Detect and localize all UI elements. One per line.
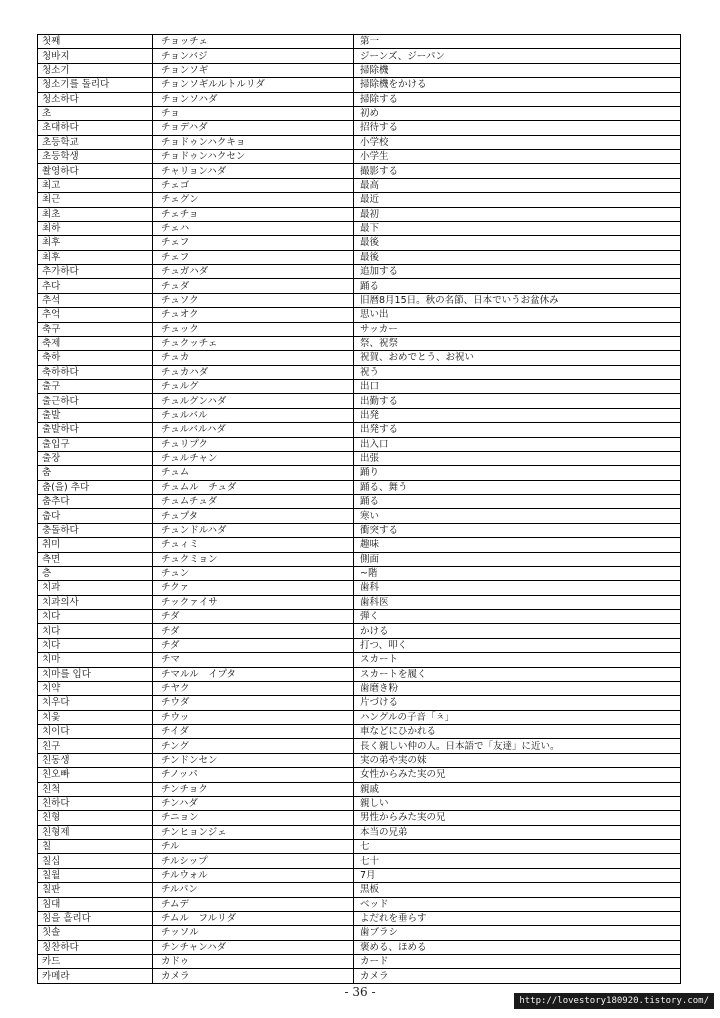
- korean-word-cell: 치마를 입다: [38, 667, 153, 681]
- japanese-meaning-cell: 出張: [354, 451, 681, 465]
- katakana-reading-cell: チムデ: [153, 897, 354, 911]
- vocab-row: [38, 63, 681, 77]
- japanese-meaning-cell: 最高: [354, 178, 681, 192]
- japanese-meaning-cell: 踊る: [354, 279, 681, 293]
- japanese-meaning-cell: 歯磨き粉: [354, 681, 681, 695]
- vocab-row: [38, 394, 681, 408]
- vocabulary-table: [37, 34, 681, 984]
- vocab-row: [38, 638, 681, 652]
- vocab-row: [38, 495, 681, 509]
- japanese-meaning-cell: 第一: [354, 35, 681, 49]
- katakana-reading-cell: チョッチェ: [153, 35, 354, 49]
- japanese-meaning-cell: 七十: [354, 854, 681, 868]
- korean-word-cell: 충돌하다: [38, 523, 153, 537]
- japanese-meaning-cell: ジーンズ、ジーパン: [354, 49, 681, 63]
- korean-word-cell: 최고: [38, 178, 153, 192]
- vocab-row: [38, 193, 681, 207]
- korean-word-cell: 최초: [38, 207, 153, 221]
- korean-word-cell: 치다: [38, 638, 153, 652]
- vocab-row: [38, 854, 681, 868]
- korean-word-cell: 초등학교: [38, 135, 153, 149]
- korean-word-cell: 친오빠: [38, 768, 153, 782]
- vocab-row: [38, 207, 681, 221]
- katakana-reading-cell: チョンソハダ: [153, 92, 354, 106]
- japanese-meaning-cell: ハングルの子音「ㅊ」: [354, 710, 681, 724]
- vocab-row: [38, 696, 681, 710]
- katakana-reading-cell: チョドゥンハクキョ: [153, 135, 354, 149]
- vocab-row: [38, 92, 681, 106]
- japanese-meaning-cell: 側面: [354, 552, 681, 566]
- korean-word-cell: 치다: [38, 610, 153, 624]
- korean-word-cell: 촬영하다: [38, 164, 153, 178]
- vocab-row: [38, 796, 681, 810]
- korean-word-cell: 축제: [38, 336, 153, 350]
- korean-word-cell: 추석: [38, 293, 153, 307]
- korean-word-cell: 춥다: [38, 509, 153, 523]
- japanese-meaning-cell: 本当の兄弟: [354, 825, 681, 839]
- katakana-reading-cell: チルウォル: [153, 868, 354, 882]
- korean-word-cell: 친형제: [38, 825, 153, 839]
- japanese-meaning-cell: 趣味: [354, 538, 681, 552]
- vocab-row: [38, 466, 681, 480]
- vocab-row: [38, 121, 681, 135]
- japanese-meaning-cell: ~階: [354, 566, 681, 580]
- katakana-reading-cell: チダ: [153, 638, 354, 652]
- katakana-reading-cell: チクァ: [153, 581, 354, 595]
- katakana-reading-cell: チウダ: [153, 696, 354, 710]
- korean-word-cell: 청바지: [38, 49, 153, 63]
- katakana-reading-cell: チダ: [153, 610, 354, 624]
- page-number: - 36 -: [344, 985, 376, 999]
- japanese-meaning-cell: スカート: [354, 653, 681, 667]
- korean-word-cell: 청소하다: [38, 92, 153, 106]
- japanese-meaning-cell: よだれを垂らす: [354, 911, 681, 925]
- vocab-row: [38, 710, 681, 724]
- blog-url-watermark[interactable]: http://lovestory180920.tistory.com/: [514, 993, 714, 1009]
- vocab-row: [38, 380, 681, 394]
- vocab-row: [38, 49, 681, 63]
- katakana-reading-cell: チュンドルハダ: [153, 523, 354, 537]
- vocab-row: [38, 523, 681, 537]
- korean-word-cell: 친동생: [38, 753, 153, 767]
- vocab-row: [38, 451, 681, 465]
- vocab-row: [38, 940, 681, 954]
- vocab-row: [38, 552, 681, 566]
- vocab-row: [38, 265, 681, 279]
- korean-word-cell: 청소기를 돌리다: [38, 78, 153, 92]
- vocab-row: [38, 811, 681, 825]
- katakana-reading-cell: チュムチュダ: [153, 495, 354, 509]
- korean-word-cell: 취미: [38, 538, 153, 552]
- japanese-meaning-cell: 撮影する: [354, 164, 681, 178]
- korean-word-cell: 칠: [38, 840, 153, 854]
- korean-word-cell: 칠월: [38, 868, 153, 882]
- japanese-meaning-cell: サッカー: [354, 322, 681, 336]
- katakana-reading-cell: チヤク: [153, 681, 354, 695]
- katakana-reading-cell: チイダ: [153, 725, 354, 739]
- japanese-meaning-cell: 歯ブラシ: [354, 926, 681, 940]
- vocab-row: [38, 624, 681, 638]
- japanese-meaning-cell: 最近: [354, 193, 681, 207]
- japanese-meaning-cell: カメラ: [354, 969, 681, 983]
- korean-word-cell: 춤: [38, 466, 153, 480]
- japanese-meaning-cell: 片づける: [354, 696, 681, 710]
- vocab-row: [38, 150, 681, 164]
- japanese-meaning-cell: 女性からみた実の兄: [354, 768, 681, 782]
- katakana-reading-cell: チュダ: [153, 279, 354, 293]
- vocab-row: [38, 969, 681, 983]
- vocab-row: [38, 351, 681, 365]
- korean-word-cell: 초등학생: [38, 150, 153, 164]
- korean-word-cell: 칠판: [38, 883, 153, 897]
- katakana-reading-cell: チョンソギルルトルリダ: [153, 78, 354, 92]
- japanese-meaning-cell: 長く親しい仲の人。日本語で「友達」に近い。: [354, 739, 681, 753]
- katakana-reading-cell: チックァイサ: [153, 595, 354, 609]
- japanese-meaning-cell: 最初: [354, 207, 681, 221]
- vocab-row: [38, 322, 681, 336]
- katakana-reading-cell: チュムル チュダ: [153, 480, 354, 494]
- vocab-row: [38, 868, 681, 882]
- korean-word-cell: 최후: [38, 236, 153, 250]
- japanese-meaning-cell: 男性からみた実の兄: [354, 811, 681, 825]
- katakana-reading-cell: チュルバル: [153, 408, 354, 422]
- japanese-meaning-cell: 親しい: [354, 796, 681, 810]
- katakana-reading-cell: カドゥ: [153, 955, 354, 969]
- korean-word-cell: 카메라: [38, 969, 153, 983]
- korean-word-cell: 치이다: [38, 725, 153, 739]
- korean-word-cell: 친형: [38, 811, 153, 825]
- korean-word-cell: 출발: [38, 408, 153, 422]
- japanese-meaning-cell: 打つ、叩く: [354, 638, 681, 652]
- vocab-row: [38, 480, 681, 494]
- katakana-reading-cell: チェグン: [153, 193, 354, 207]
- japanese-meaning-cell: 旧暦8月15日。秋の名節、日本でいうお盆休み: [354, 293, 681, 307]
- vocab-row: [38, 911, 681, 925]
- vocab-row: [38, 279, 681, 293]
- korean-word-cell: 치읓: [38, 710, 153, 724]
- vocab-row: [38, 610, 681, 624]
- katakana-reading-cell: チェフ: [153, 236, 354, 250]
- katakana-reading-cell: チノッパ: [153, 768, 354, 782]
- katakana-reading-cell: チンチャンハダ: [153, 940, 354, 954]
- japanese-meaning-cell: 黒板: [354, 883, 681, 897]
- katakana-reading-cell: チョ: [153, 106, 354, 120]
- katakana-reading-cell: カメラ: [153, 969, 354, 983]
- japanese-meaning-cell: 祭、祝祭: [354, 336, 681, 350]
- japanese-meaning-cell: 小学生: [354, 150, 681, 164]
- korean-word-cell: 출입구: [38, 437, 153, 451]
- katakana-reading-cell: チュソク: [153, 293, 354, 307]
- korean-word-cell: 치과: [38, 581, 153, 595]
- korean-word-cell: 치우다: [38, 696, 153, 710]
- korean-word-cell: 카드: [38, 955, 153, 969]
- katakana-reading-cell: チムル フルリダ: [153, 911, 354, 925]
- korean-word-cell: 첫째: [38, 35, 153, 49]
- japanese-meaning-cell: かける: [354, 624, 681, 638]
- katakana-reading-cell: チュルグ: [153, 380, 354, 394]
- vocab-row: [38, 840, 681, 854]
- vocab-row: [38, 926, 681, 940]
- japanese-meaning-cell: 出発する: [354, 423, 681, 437]
- korean-word-cell: 측면: [38, 552, 153, 566]
- korean-word-cell: 추억: [38, 308, 153, 322]
- japanese-meaning-cell: 出発: [354, 408, 681, 422]
- vocab-row: [38, 509, 681, 523]
- katakana-reading-cell: チェフ: [153, 250, 354, 264]
- vocab-row: [38, 782, 681, 796]
- katakana-reading-cell: チェハ: [153, 221, 354, 235]
- vocab-row: [38, 768, 681, 782]
- katakana-reading-cell: チンハダ: [153, 796, 354, 810]
- katakana-reading-cell: チャリョンハダ: [153, 164, 354, 178]
- katakana-reading-cell: チェゴ: [153, 178, 354, 192]
- japanese-meaning-cell: 出勤する: [354, 394, 681, 408]
- japanese-meaning-cell: 踊る: [354, 495, 681, 509]
- korean-word-cell: 친구: [38, 739, 153, 753]
- katakana-reading-cell: チルシップ: [153, 854, 354, 868]
- korean-word-cell: 치과의사: [38, 595, 153, 609]
- vocab-row: [38, 681, 681, 695]
- japanese-meaning-cell: 掃除機: [354, 63, 681, 77]
- japanese-meaning-cell: 歯科: [354, 581, 681, 595]
- vocab-row: [38, 250, 681, 264]
- vocab-row: [38, 423, 681, 437]
- korean-word-cell: 춤(을) 추다: [38, 480, 153, 494]
- japanese-meaning-cell: カード: [354, 955, 681, 969]
- japanese-meaning-cell: スカートを履く: [354, 667, 681, 681]
- japanese-meaning-cell: 歯科医: [354, 595, 681, 609]
- katakana-reading-cell: チンチョク: [153, 782, 354, 796]
- japanese-meaning-cell: 褒める、ほめる: [354, 940, 681, 954]
- japanese-meaning-cell: 最後: [354, 250, 681, 264]
- korean-word-cell: 친하다: [38, 796, 153, 810]
- vocab-row: [38, 667, 681, 681]
- katakana-reading-cell: チョデハダ: [153, 121, 354, 135]
- japanese-meaning-cell: 踊り: [354, 466, 681, 480]
- japanese-meaning-cell: 掃除機をかける: [354, 78, 681, 92]
- korean-word-cell: 칫솔: [38, 926, 153, 940]
- japanese-meaning-cell: 出入口: [354, 437, 681, 451]
- katakana-reading-cell: チウッ: [153, 710, 354, 724]
- korean-word-cell: 출발하다: [38, 423, 153, 437]
- korean-word-cell: 축하: [38, 351, 153, 365]
- katakana-reading-cell: チョンソギ: [153, 63, 354, 77]
- korean-word-cell: 축구: [38, 322, 153, 336]
- korean-word-cell: 축하하다: [38, 365, 153, 379]
- korean-word-cell: 출근하다: [38, 394, 153, 408]
- vocab-row: [38, 883, 681, 897]
- vocab-row: [38, 437, 681, 451]
- katakana-reading-cell: チマ: [153, 653, 354, 667]
- katakana-reading-cell: チンドンセン: [153, 753, 354, 767]
- katakana-reading-cell: チニョン: [153, 811, 354, 825]
- katakana-reading-cell: チュィミ: [153, 538, 354, 552]
- vocab-row: [38, 566, 681, 580]
- vocab-row: [38, 581, 681, 595]
- katakana-reading-cell: チダ: [153, 624, 354, 638]
- vocab-row: [38, 365, 681, 379]
- vocab-row: [38, 955, 681, 969]
- vocab-row: [38, 897, 681, 911]
- katakana-reading-cell: チュクミョン: [153, 552, 354, 566]
- korean-word-cell: 최후: [38, 250, 153, 264]
- japanese-meaning-cell: 寒い: [354, 509, 681, 523]
- japanese-meaning-cell: 最下: [354, 221, 681, 235]
- korean-word-cell: 침을 흘리다: [38, 911, 153, 925]
- japanese-meaning-cell: ベッド: [354, 897, 681, 911]
- katakana-reading-cell: チッソル: [153, 926, 354, 940]
- katakana-reading-cell: チュルバルハダ: [153, 423, 354, 437]
- vocab-row: [38, 739, 681, 753]
- katakana-reading-cell: チュカ: [153, 351, 354, 365]
- japanese-meaning-cell: 踊る、舞う: [354, 480, 681, 494]
- korean-word-cell: 추가하다: [38, 265, 153, 279]
- katakana-reading-cell: チェチョ: [153, 207, 354, 221]
- japanese-meaning-cell: 思い出: [354, 308, 681, 322]
- katakana-reading-cell: チュン: [153, 566, 354, 580]
- vocab-row: [38, 336, 681, 350]
- korean-word-cell: 최근: [38, 193, 153, 207]
- vocab-row: [38, 538, 681, 552]
- vocab-row: [38, 595, 681, 609]
- katakana-reading-cell: チュカハダ: [153, 365, 354, 379]
- korean-word-cell: 출구: [38, 380, 153, 394]
- japanese-meaning-cell: 七: [354, 840, 681, 854]
- katakana-reading-cell: チュック: [153, 322, 354, 336]
- japanese-meaning-cell: 掃除する: [354, 92, 681, 106]
- katakana-reading-cell: チュガハダ: [153, 265, 354, 279]
- korean-word-cell: 초: [38, 106, 153, 120]
- katakana-reading-cell: チョドゥンハクセン: [153, 150, 354, 164]
- vocabulary-table-body: [38, 35, 681, 984]
- korean-word-cell: 출장: [38, 451, 153, 465]
- korean-word-cell: 최하: [38, 221, 153, 235]
- japanese-meaning-cell: 招待する: [354, 121, 681, 135]
- katakana-reading-cell: チンヒョンジェ: [153, 825, 354, 839]
- korean-word-cell: 친척: [38, 782, 153, 796]
- korean-word-cell: 치마: [38, 653, 153, 667]
- vocab-row: [38, 106, 681, 120]
- korean-word-cell: 칭찬하다: [38, 940, 153, 954]
- japanese-meaning-cell: 実の弟や実の妹: [354, 753, 681, 767]
- vocab-row: [38, 825, 681, 839]
- vocab-row: [38, 221, 681, 235]
- katakana-reading-cell: チング: [153, 739, 354, 753]
- katakana-reading-cell: チュム: [153, 466, 354, 480]
- vocab-row: [38, 236, 681, 250]
- korean-word-cell: 청소기: [38, 63, 153, 77]
- korean-word-cell: 층: [38, 566, 153, 580]
- katakana-reading-cell: チュクッチェ: [153, 336, 354, 350]
- vocab-row: [38, 164, 681, 178]
- vocab-row: [38, 35, 681, 49]
- korean-word-cell: 치다: [38, 624, 153, 638]
- katakana-reading-cell: チュルグンハダ: [153, 394, 354, 408]
- japanese-meaning-cell: 祝賀、おめでとう、お祝い: [354, 351, 681, 365]
- vocab-row: [38, 135, 681, 149]
- korean-word-cell: 치약: [38, 681, 153, 695]
- vocab-row: [38, 293, 681, 307]
- katakana-reading-cell: チマルル イプタ: [153, 667, 354, 681]
- japanese-meaning-cell: 弾く: [354, 610, 681, 624]
- vocab-row: [38, 408, 681, 422]
- katakana-reading-cell: チュルチャン: [153, 451, 354, 465]
- vocab-row: [38, 725, 681, 739]
- katakana-reading-cell: チルパン: [153, 883, 354, 897]
- japanese-meaning-cell: 出口: [354, 380, 681, 394]
- japanese-meaning-cell: 7月: [354, 868, 681, 882]
- japanese-meaning-cell: 追加する: [354, 265, 681, 279]
- vocab-row: [38, 753, 681, 767]
- katakana-reading-cell: チュリプク: [153, 437, 354, 451]
- japanese-meaning-cell: 親戚: [354, 782, 681, 796]
- korean-word-cell: 칠십: [38, 854, 153, 868]
- japanese-meaning-cell: 祝う: [354, 365, 681, 379]
- japanese-meaning-cell: 初め: [354, 106, 681, 120]
- vocab-row: [38, 653, 681, 667]
- vocab-row: [38, 178, 681, 192]
- japanese-meaning-cell: 最後: [354, 236, 681, 250]
- vocab-row: [38, 308, 681, 322]
- katakana-reading-cell: チュプタ: [153, 509, 354, 523]
- vocab-row: [38, 78, 681, 92]
- japanese-meaning-cell: 小学校: [354, 135, 681, 149]
- katakana-reading-cell: チョンバジ: [153, 49, 354, 63]
- korean-word-cell: 초대하다: [38, 121, 153, 135]
- korean-word-cell: 춤추다: [38, 495, 153, 509]
- japanese-meaning-cell: 車などにひかれる: [354, 725, 681, 739]
- japanese-meaning-cell: 衝突する: [354, 523, 681, 537]
- korean-word-cell: 침대: [38, 897, 153, 911]
- katakana-reading-cell: チュオク: [153, 308, 354, 322]
- korean-word-cell: 추다: [38, 279, 153, 293]
- katakana-reading-cell: チル: [153, 840, 354, 854]
